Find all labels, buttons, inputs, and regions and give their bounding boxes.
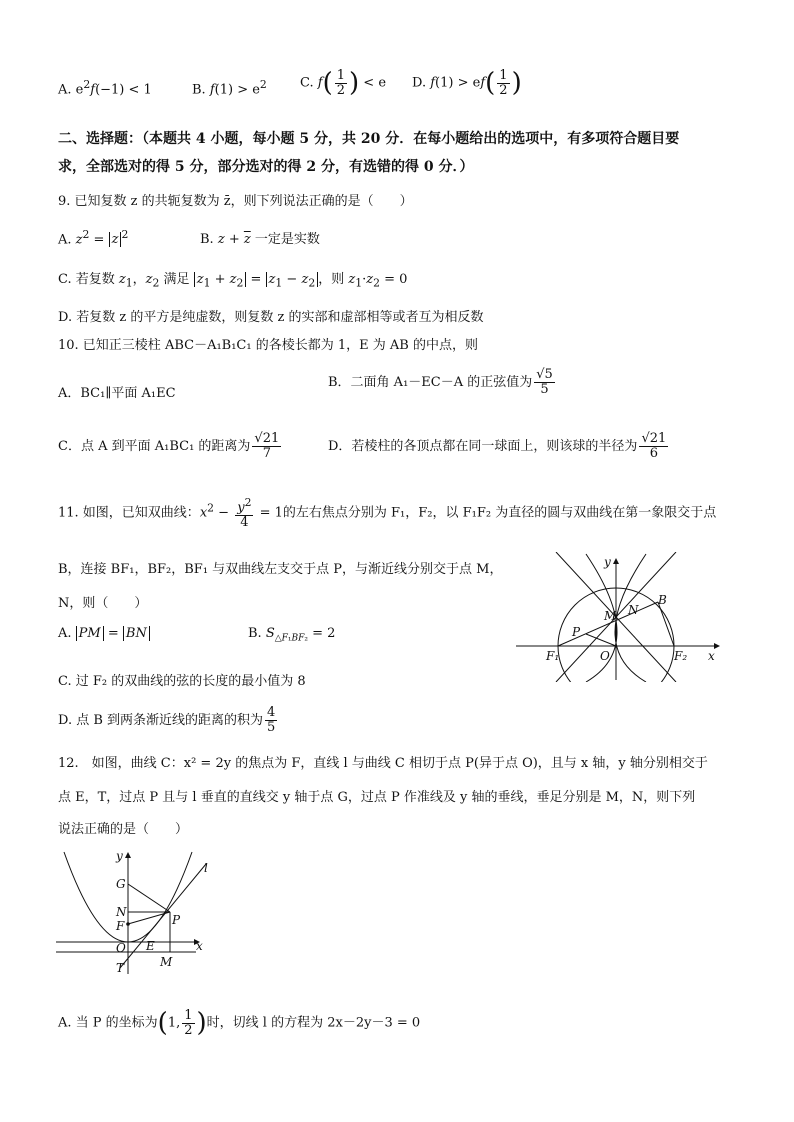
q10-option-c: C．点 A 到平面 A₁BC₁ 的距离为 $\frac{√21}{7}$ bbox=[58, 431, 280, 461]
fig12-label-m: M bbox=[160, 955, 173, 969]
section-2-header-line1: 二、选择题：（本题共 4 小题，每小题 5 分，共 20 分．在每小题给出的选项中，有多项符合题目要 bbox=[58, 131, 680, 147]
q11-stem-line2: B，连接 BF₁，BF₂，BF₁ 与双曲线左支交于点 P，与渐近线分别交于点 M， bbox=[58, 562, 503, 577]
q12-stem-line3: 说法正确的是（ ） bbox=[58, 822, 189, 837]
fig11-label-b: B bbox=[658, 593, 667, 607]
fig11-label-o: O bbox=[600, 649, 610, 663]
hyperbola-figure bbox=[516, 552, 726, 682]
q11-option-c: C. 过 F₂ 的双曲线的弦的长度的最小值为 8 bbox=[58, 674, 306, 689]
fig11-label-x: x bbox=[708, 649, 715, 663]
fig12-label-l: l bbox=[204, 861, 208, 875]
q9-option-a: A. $z^2 = z$ $^2$ bbox=[58, 228, 129, 248]
q11-stem-line3: N，则（ ） bbox=[58, 596, 148, 611]
fig11-label-p: P bbox=[572, 625, 581, 639]
q9-option-b: B. $z + \overline{z}$ 一定是实数 bbox=[200, 232, 320, 247]
q8-option-d: D. f(1) > ef( $\frac{1}{2}$ ) bbox=[412, 67, 522, 98]
q9-option-c: C. 若复数 $z_1$，$z_2$ 满足 $z_1 + z_2 = z_1 - z_2$ ，则 $z_1\cdot z_2 = 0$ bbox=[58, 272, 408, 290]
fig12-label-x: x bbox=[196, 939, 203, 953]
fig11-label-y: y bbox=[604, 555, 611, 569]
q11-stem: 11. 如图，已知双曲线：$x^2$ − $\frac{y^2}{4}$ = 1的左右焦点分别为 F₁，F₂，以 F₁F₂ 为直径的圆与双曲线在第一象限交于点 bbox=[58, 496, 717, 531]
parabola-figure bbox=[56, 846, 216, 976]
q10-option-d: D．若棱柱的各顶点都在同一球面上，则该球的半径为 $\frac{√21}{6}$ bbox=[328, 431, 667, 461]
q8-option-b: B. $f(1) > e^2$ bbox=[192, 78, 267, 98]
fig12-label-t: T bbox=[116, 961, 125, 975]
fig12-label-o: O bbox=[116, 941, 126, 955]
q10-stem: 10. 已知正三棱柱 ABC－A₁B₁C₁ 的各棱长都为 1，E 为 AB 的中点，则 bbox=[58, 338, 478, 353]
fig12-label-y: y bbox=[116, 849, 123, 863]
q10-option-a: A．BC₁∥平面 A₁EC bbox=[58, 386, 176, 401]
fig12-label-e: E bbox=[146, 939, 155, 953]
fig12-label-g: G bbox=[116, 877, 126, 891]
q8-option-c: C. f( $\frac{1}{2}$ ) < e bbox=[300, 67, 387, 98]
fig12-label-n: N bbox=[116, 905, 127, 919]
q8-option-a: A. $e^2f(-1) < 1$ bbox=[58, 78, 152, 98]
fig11-label-f1: F₁ bbox=[546, 649, 560, 663]
q12-stem-line1: 12. 如图，曲线 C：x² = 2y 的焦点为 F，直线 l 与曲线 C 相切于点 P(异于点 O)，且与 x 轴，y 轴分别相交于 bbox=[58, 756, 708, 771]
q9-option-d: D. 若复数 z 的平方是纯虚数，则复数 z 的实部和虚部相等或者互为相反数 bbox=[58, 310, 484, 325]
q11-option-b: B. $S_{\triangle F_1BF_2} = 2$ bbox=[248, 626, 336, 644]
fig11-label-m: M bbox=[604, 609, 617, 623]
q12-option-a: A. 当 P 的坐标为(1, $\frac{1}{2}$ )时，切线 l 的方程为 2x－2y－3 = 0 bbox=[58, 1007, 421, 1038]
fig11-label-n: N bbox=[628, 603, 639, 617]
section-2-header-line2: 求，全部选对的得 5 分，部分选对的得 2 分，有选错的得 0 分．） bbox=[58, 159, 474, 175]
q9-stem: 9. 已知复数 z 的共轭复数为 z̄，则下列说法正确的是（ ） bbox=[58, 194, 413, 209]
q11-option-d: D. 点 B 到两条渐近线的距离的积为 $\frac{4}{5}$ bbox=[58, 705, 276, 735]
fig12-label-p: P bbox=[172, 913, 181, 927]
fig12-label-f: F bbox=[116, 919, 125, 933]
q11-option-a: A. PM = BN bbox=[58, 626, 150, 641]
fig11-label-f2: F₂ bbox=[674, 649, 688, 663]
q12-stem-line2: 点 E，T，过点 P 且与 l 垂直的直线交 y 轴于点 G，过点 P 作准线及 y 轴的垂线，垂足分别是 M，N，则下列 bbox=[58, 790, 696, 805]
q10-option-b: B．二面角 A₁－EC－A 的正弦值为 $\frac{√5}{5}$ bbox=[328, 367, 553, 397]
